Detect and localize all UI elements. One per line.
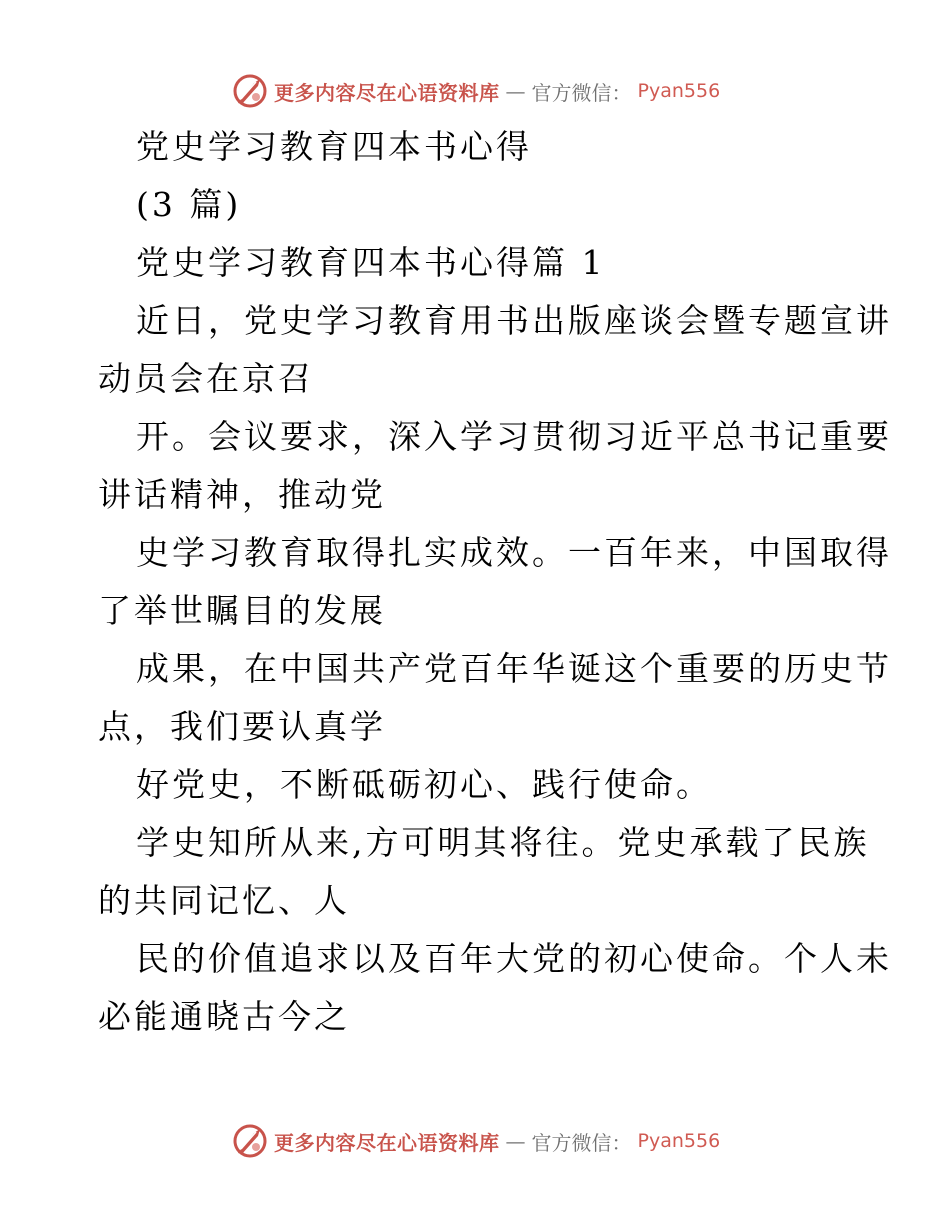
watermark-wechat-label: 官方微信：: [531, 80, 632, 105]
paragraph-line: 民的价值追求以及百年大党的初心使命。个人未: [136, 939, 892, 978]
watermark-site-text: 更多内容尽在心语资料库: [274, 1130, 500, 1155]
watermark-wechat-id: Pyan556: [637, 80, 721, 102]
paragraph-line: 的共同记忆、人: [98, 881, 350, 920]
paragraph-line: 好党史，不断砥砺初心、践行使命。: [136, 765, 712, 804]
section-heading: 党史学习教育四本书心得篇 1: [136, 243, 606, 282]
watermark-site-text: 更多内容尽在心语资料库: [274, 80, 500, 105]
footer-watermark-banner: [232, 1121, 720, 1161]
paragraph-line: 近日，党史学习教育用书出版座谈会暨专题宣讲: [136, 301, 892, 340]
watermark-wechat-label: 官方微信：: [531, 1130, 632, 1155]
paragraph-line: 学史知所从来,方可明其将往。党史承载了民族: [136, 823, 870, 862]
paragraph-line: 开。会议要求，深入学习贯彻习近平总书记重要: [136, 417, 892, 456]
quill-pen-logo-icon: [232, 73, 268, 109]
document-subtitle: (3 篇): [136, 185, 242, 224]
paragraph-line: 讲话精神，推动党: [98, 475, 386, 514]
watermark-dash: —: [505, 79, 526, 103]
paragraph-line: 动员会在京召: [98, 359, 314, 398]
watermark-wechat-id: Pyan556: [637, 1130, 721, 1152]
document-title: 党史学习教育四本书心得: [136, 127, 532, 166]
header-watermark-banner: [232, 71, 720, 111]
paragraph-line: 了举世瞩目的发展: [98, 591, 386, 630]
paragraph-line: 史学习教育取得扎实成效。一百年来，中国取得: [136, 533, 892, 572]
watermark-dash: —: [505, 1129, 526, 1153]
paragraph-line: 点，我们要认真学: [98, 707, 386, 746]
paragraph-line: 成果，在中国共产党百年华诞这个重要的历史节: [136, 649, 892, 688]
document-body: [98, 118, 892, 1046]
quill-pen-logo-icon: [232, 1123, 268, 1159]
paragraph-line: 必能通晓古今之: [98, 997, 350, 1036]
